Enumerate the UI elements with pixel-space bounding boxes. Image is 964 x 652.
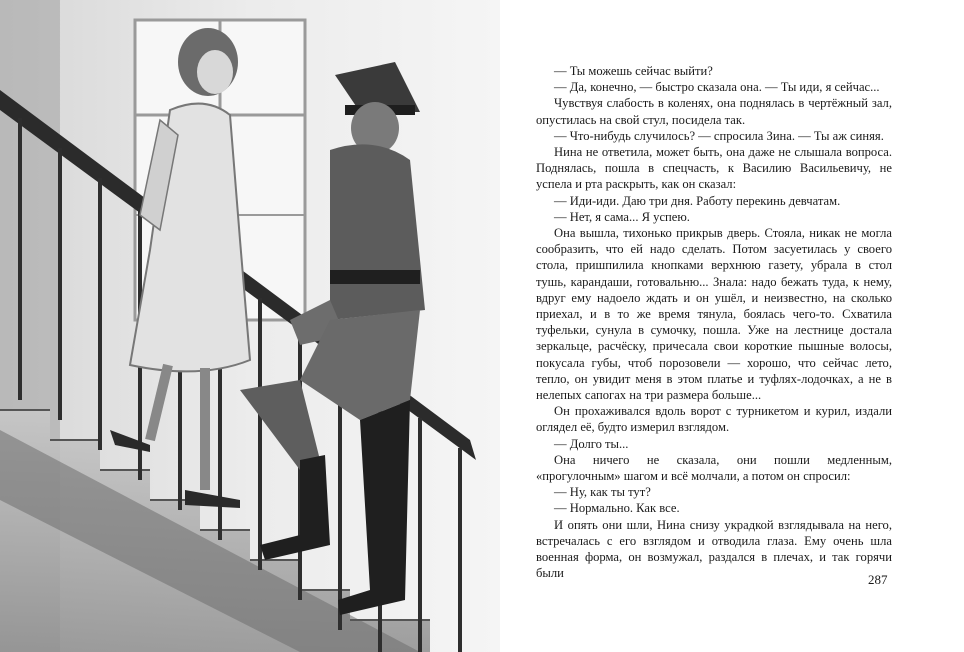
page-text	[536, 63, 892, 582]
paragraph: — Что-нибудь случилось? — спросила Зина. — Ты аж синяя.	[554, 128, 884, 143]
paragraph: — Ты можешь сейчас выйти?	[554, 64, 713, 78]
paragraph: — Да, конечно, — быстро сказала она. — Ты иди, я сейчас...	[554, 80, 880, 95]
paragraph: Она ничего не сказала, они пошли медленным, «прогулочным» шагом и всё молчали, а потом он спросил:	[536, 452, 892, 484]
paragraph: И опять они шли, Нина снизу украдкой взглядывала на него, встречалась с его взглядом и отводила глаза. Ему очень шла военная форма, он возмужал, раздался в плечах, и так горячи были	[536, 517, 892, 581]
paragraph: Нина не ответила, может быть, она даже не слышала вопроса. Поднялась, пошла в спецчасть, к Василию Васильевичу, не успела и рта раскрыть, как он сказал:	[536, 145, 892, 192]
page-number: 287	[868, 572, 888, 587]
paragraph: — Иди-иди. Даю три дня. Работу перекинь девчатам.	[554, 193, 841, 208]
paragraph: — Ну, как ты тут?	[554, 485, 651, 500]
paragraph: Он прохаживался вдоль ворот с турникетом и курил, издали оглядел её, будто измерил взглядом.	[536, 404, 892, 435]
paragraph: Чувствуя слабость в коленях, она поднялась в чертёжный зал, опустилась на свой стул, посидела так.	[536, 96, 892, 127]
paragraph: — Нет, я сама... Я успею.	[554, 209, 690, 224]
paragraph: — Нормально. Как все.	[554, 501, 680, 516]
paragraph: Она вышла, тихонько прикрыв дверь. Стояла, никак не могла сообразить, что ей надо сделать. Потом засуетилась у своего стола, пришпилила кнопками верхнюю газету, убрала в стол тушь, карандаши, готовальню... Знала: надо бежать туда, к нему, вдруг ему надоело ждать и он ушёл, и неизвестно, на сколько приехал, и в то же время тянула, боялась чего-то. Схватила туфельки, сунула в сумочку, пошла. Уже на лестнице достала зеркальце, расчёску, причесала свои короткие пышные волосы, покусала губы, чтоб порозовели — хорошо, что сейчас лето, тепло, он увидит меня в этом платье и туфлях-лодочках, а не в нелепых сапогах на три размера больше...	[536, 226, 892, 403]
paragraph: — Долго ты...	[554, 436, 629, 451]
